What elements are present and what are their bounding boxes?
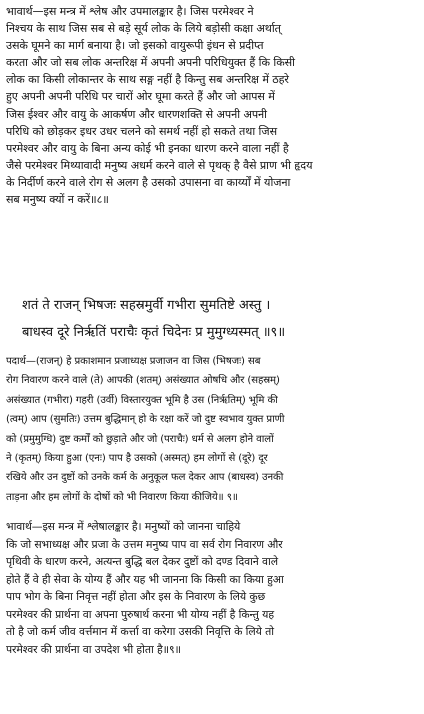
- text-line: जैसे परमेश्वर मिथ्यावादी मनुष्य अधर्म करने वाले से पृथक् है वैसे प्राण भी हृदय: [6, 158, 313, 172]
- text-line: होते हैं वे ही सेवा के योग्य हैं और यह भी जानना कि किसी का किया हुआ: [6, 572, 284, 586]
- text-line: ने (कृतम्) किया हुआ (एनः) पाप है उसको (अस्मत्) हम लोगों से (दूरे) दूर: [6, 453, 268, 465]
- text-line: भावार्थ—इस मन्त्र में श्लेष और उपमालङ्कार है। जिस परमेश्वर ने: [6, 5, 254, 18]
- text-line: सब मनुष्य क्यों न करें॥८॥: [6, 193, 109, 207]
- text-line: को (प्रमुमुग्धि) दुष्ट कर्मों को छुड़ाते और जो (पराचैः) धर्म से अलग होने वालों: [6, 433, 274, 445]
- text-line: परिधि को छोड़कर इधर उधर चलने को समर्थ नहीं हो सकते तथा जिस: [6, 124, 277, 138]
- text-line: परमेश्वर की प्रार्थना वा अपना पुरुषार्थ करना भी योग्य नहीं है किन्तु यह: [6, 607, 274, 621]
- verse-line: शतं ते राजन् भिषजः सहस्रमुर्वी गभीरा सुमतिष्टे अस्तु ।: [22, 298, 271, 313]
- bhavarth-paragraph-1: [6, 3, 420, 208]
- text-line: परमेश्वर और वायु के बिना अन्य कोई भी इनका धारण करने वाला नहीं है: [6, 141, 289, 155]
- text-line: निश्चय के साथ जिस सब से बड़े सूर्य लोक के लिये बड़ोसी कक्षा अर्थात्: [6, 22, 281, 36]
- mantra-verse: [22, 292, 418, 346]
- text-line: भावार्थ—इस मन्त्र में श्लेषालङ्कार है। मनुष्यों को जानना चाहिये: [6, 520, 241, 533]
- text-line: ताड़ना और हम लोगों के दोषों को भी निवारण किया कीजिये॥ ९॥: [6, 491, 238, 503]
- text-line: लोक का किसी लोकान्तर के साथ सङ्ग नहीं है किन्तु सब अन्तरिक्ष में ठहरे: [6, 73, 289, 87]
- text-line: कि जो सभाध्यक्ष और प्रजा के उत्तम मनुष्य पाप वा सर्व रोग निवारण और: [6, 537, 283, 551]
- text-line: पाप भोग के बिना निवृत्त नहीं होता और इस के निवारण के लिये कुछ: [6, 590, 266, 603]
- bhavarth-paragraph-2: [6, 518, 420, 658]
- text-line: रोग निवारण करने वाले (ते) आपकी (शतम्) असंख्यात ओषधि और (सहस्रम्): [6, 375, 280, 387]
- text-line: तो है जो कर्म जीव वर्त्तमान में कर्त्ता वा करेगा उसकी निवृत्ति के लिये तो: [6, 625, 274, 638]
- text-line: हुए अपनी अपनी परिधि पर चारों ओर घूमा करते हैं और जो आपस में: [6, 90, 275, 104]
- text-line: उसके घूमने का मार्ग बनाया है। जो इसको वायुरूपी इंधन से प्रदीप्त: [6, 39, 264, 53]
- text-line: असंख्यात (गभीरा) गहरी (उर्वी) विस्तारयुक्त भूमि है उस (निर्ऋतिम्) भूमि की: [6, 394, 278, 406]
- text-line: रखिये और उन दुष्टों को उनके कर्म के अनुकूल फल देकर आप (बाधस्व) उनकी: [6, 472, 284, 484]
- text-line: पृथिवी के धारण करने, अत्यन्त बुद्धि बल देकर दुष्टों को दण्ड दिवाने वाले: [6, 555, 278, 568]
- text-line: (त्वम्) आप (सुमतिः) उत्तम बुद्धिमान् हो के रक्षा करें जो दुष्ट स्वभाव युक्त प्राणी: [6, 414, 285, 426]
- padarth-paragraph: [6, 352, 420, 507]
- verse-line: बाधस्व दूरे निर्ऋतिं पराचैः कृतं चिदेनः प्र मुमुग्ध्यस्मत् ॥९॥: [22, 325, 286, 340]
- text-line: करता और जो सब लोक अन्तरिक्ष में अपनी अपनी परिधियुक्त हैं कि किसी: [6, 56, 295, 70]
- text-line: परमेश्वर की प्रार्थना वा उपदेश भी होता है॥९॥: [6, 642, 181, 656]
- text-line: जिस ईश्वर और वायु के आकर्षण और धारणशक्ति से अपनी अपनी: [6, 107, 267, 121]
- text-line: पदार्थ—(राजन्) हे प्रकाशमान प्रजाध्यक्ष प्रजाजन वा जिस (भिषजः) सब: [6, 356, 261, 367]
- text-line: के निर्दीर्ण करने वाले रोग से अलग है उसको उपासना वा कार्य्यों में योजना: [6, 175, 291, 189]
